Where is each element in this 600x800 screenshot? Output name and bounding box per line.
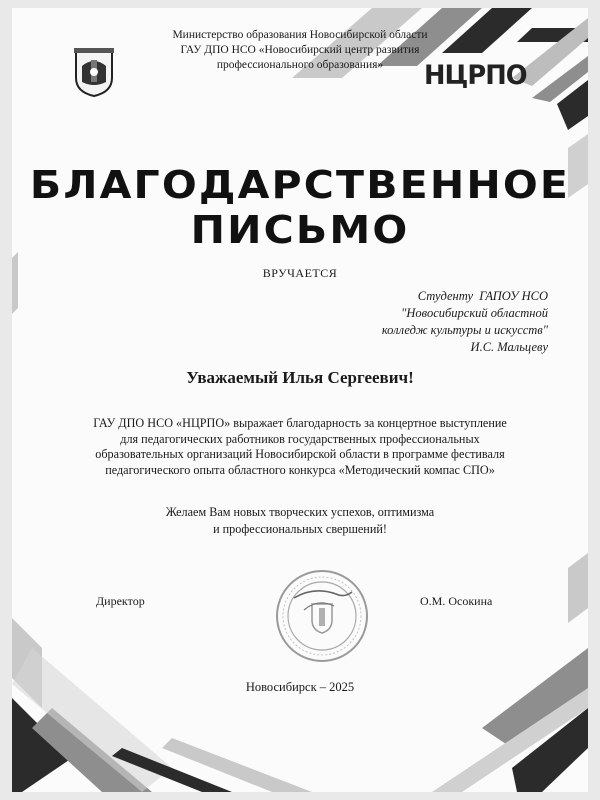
certificate-page (12, 8, 588, 792)
nzrpo-logo: НЦРПО (424, 60, 527, 91)
decorative-stripes (12, 8, 588, 792)
wishes-text (42, 504, 558, 538)
wish-line: и профессиональных свершений! (213, 522, 387, 536)
document-title-2: ПИСЬМО (190, 208, 410, 252)
body-line: для педагогических работников государственных профессиональных (120, 431, 480, 446)
recipient-line: "Новосибирский областной (401, 306, 548, 320)
body-line: образовательных организаций Новосибирской области в программе фестиваля (95, 447, 505, 461)
recipient-line: Студенту ГАПОУ НСО (417, 289, 548, 303)
ministry-line: Министерство образования Новосибирской области (172, 29, 428, 41)
recipient-block (288, 288, 548, 356)
organization-line-2: профессионального образования» (216, 59, 384, 71)
awarded-label: ВРУЧАЕТСЯ (262, 266, 338, 280)
organization-seal (274, 568, 370, 664)
organization-line: ГАУ ДПО НСО «Новосибирский центр развития (180, 44, 420, 56)
greeting: Уважаемый Илья Сергеевич! (186, 368, 414, 387)
body-line: педагогического опыта областного конкурса «Методический компас СПО» (105, 462, 495, 477)
wish-line: Желаем Вам новых творческих успехов, оптимизма (165, 505, 435, 519)
place-and-year: Новосибирск – 2025 (245, 680, 355, 694)
document-title: БЛАГОДАРСТВЕННОЕ (29, 163, 571, 207)
signatory-position: Директор (96, 594, 145, 608)
recipient-name: И.С. Мальцеву (470, 340, 548, 354)
gratitude-text (42, 416, 558, 478)
signatory-name: О.М. Осокина (420, 594, 493, 608)
body-line: ГАУ ДПО НСО «НЦРПО» выражает благодарность за концертное выступление (93, 416, 507, 430)
recipient-line: колледж культуры и искусств" (381, 323, 548, 337)
